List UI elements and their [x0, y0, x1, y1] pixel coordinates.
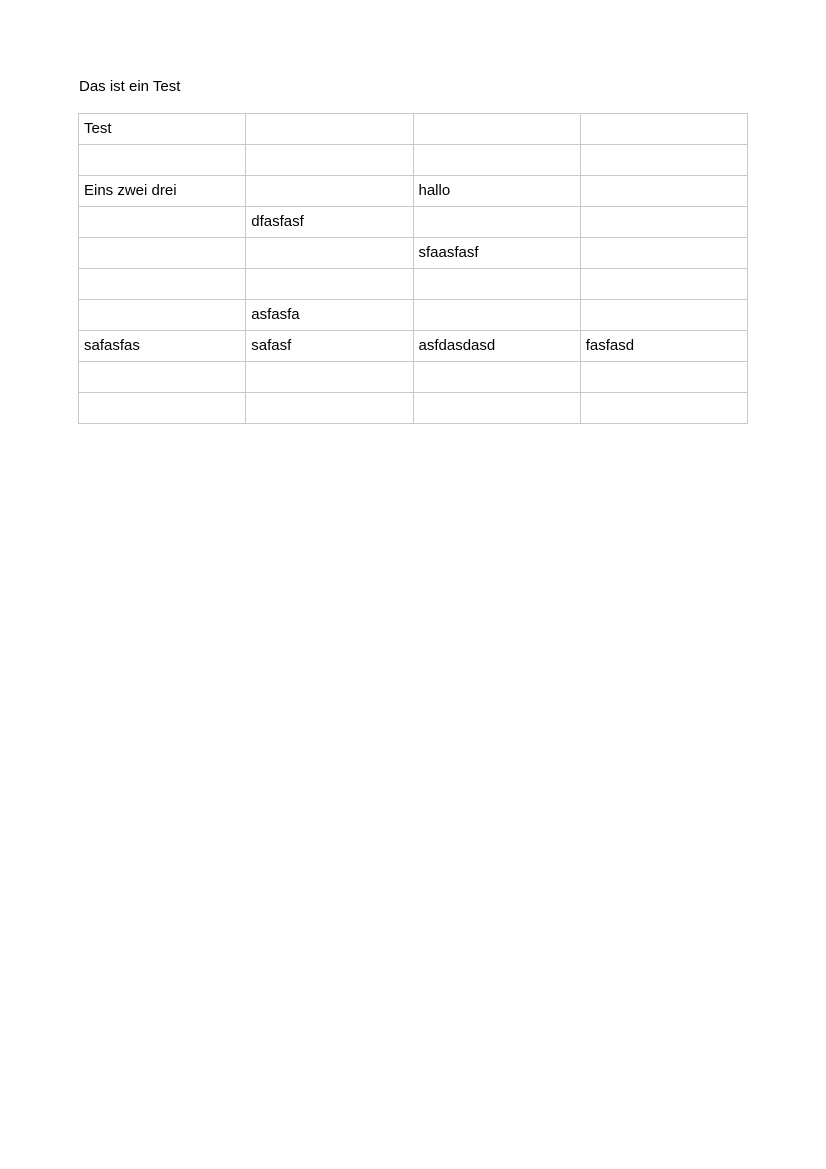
table-cell [79, 362, 246, 393]
table-cell [246, 269, 413, 300]
table-cell [79, 207, 246, 238]
table-cell [246, 145, 413, 176]
table-cell: asfdasdasd [413, 331, 580, 362]
table-cell [413, 207, 580, 238]
table-cell [413, 269, 580, 300]
table-cell: hallo [413, 176, 580, 207]
table-cell [413, 114, 580, 145]
table-row [79, 362, 748, 393]
table-cell: safasfas [79, 331, 246, 362]
table-cell: asfasfa [246, 300, 413, 331]
table-cell [79, 393, 246, 424]
table-row [79, 114, 748, 145]
table-cell [79, 269, 246, 300]
table-cell [580, 145, 747, 176]
table-cell [580, 393, 747, 424]
table-row [79, 393, 748, 424]
table-row [79, 300, 748, 331]
table-cell [79, 145, 246, 176]
table-cell [246, 114, 413, 145]
table-cell [413, 300, 580, 331]
table-cell [79, 238, 246, 269]
table-cell: Eins zwei drei [79, 176, 246, 207]
table-cell [580, 238, 747, 269]
table-cell [580, 114, 747, 145]
document-title: Das ist ein Test [79, 78, 181, 95]
table-row [79, 238, 748, 269]
table-cell: Test [79, 114, 246, 145]
table-cell: safasf [246, 331, 413, 362]
document-table [78, 113, 748, 424]
table-cell [79, 300, 246, 331]
table-cell [246, 393, 413, 424]
table-cell [580, 207, 747, 238]
table-row [79, 331, 748, 362]
table-cell: fasfasd [580, 331, 747, 362]
table-cell [580, 362, 747, 393]
table-cell [246, 362, 413, 393]
table-cell [246, 238, 413, 269]
table-cell: sfaasfasf [413, 238, 580, 269]
table-cell: dfasfasf [246, 207, 413, 238]
table-cell [580, 300, 747, 331]
table-row [79, 269, 748, 300]
table-cell [246, 176, 413, 207]
table-row [79, 207, 748, 238]
table-cell [580, 269, 747, 300]
table-cell [413, 362, 580, 393]
table-cell [413, 393, 580, 424]
table-cell [580, 176, 747, 207]
table-row [79, 176, 748, 207]
table-row [79, 145, 748, 176]
table-cell [413, 145, 580, 176]
